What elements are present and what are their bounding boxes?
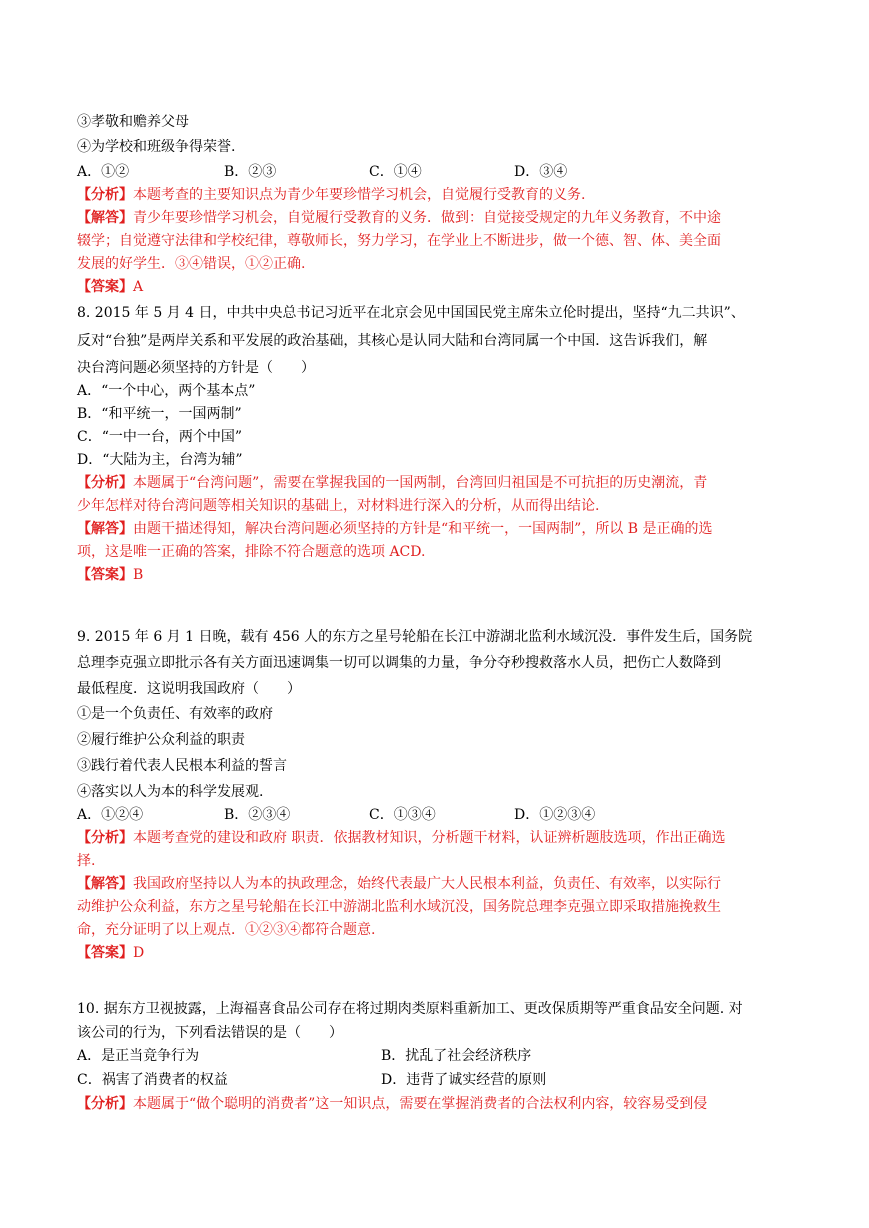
- q7-solution-line-3: 发展的好学生．③④错误，①②正确.: [77, 256, 306, 272]
- q10-option-a: A．是正当竞争行为: [77, 1048, 200, 1064]
- q8-stem-line-2: 反对“台独”是两岸关系和平发展的政治基础，其核心是认同大陆和台湾同属一个中国．这告诉我们，解: [77, 333, 708, 349]
- q8-solution-line-2: 项，这是唯一正确的答案，排除不符合题意的选项 ACD.: [77, 544, 426, 560]
- q8-option-b: B．“和平统一，一国两制”: [77, 406, 242, 422]
- q9-option-b: B．②③④: [224, 807, 291, 823]
- analysis-tag: 【分析】: [77, 1096, 133, 1112]
- q8-stem-line-3: 决台湾问题必须坚持的方针是（ ）: [77, 360, 315, 376]
- q7-option-c: C．①④: [369, 164, 422, 180]
- answer-text: D: [133, 945, 145, 961]
- q9-analysis-line-1: [77, 829, 725, 847]
- q10-stem-line-2: 该公司的行为，下列看法错误的是（ ）: [77, 1025, 343, 1041]
- q10-option-c: C．祸害了消费者的权益: [77, 1072, 228, 1088]
- q7-option-d: D．③④: [514, 164, 568, 180]
- q9-option-a: A．①②④: [77, 807, 144, 823]
- q7-option-b: B．②③: [224, 164, 277, 180]
- q9-answer: [77, 944, 144, 962]
- q9-option-d: D．①②③④: [514, 807, 596, 823]
- q10-option-b: B．扰乱了社会经济秩序: [381, 1048, 532, 1064]
- analysis-text: 本题属于“做个聪明的消费者”这一知识点，需要在掌握消费者的合法权利内容，较容易受到侵: [133, 1096, 708, 1112]
- q9-stem-line-2: 总理李克强立即批示各有关方面迅速调集一切可以调集的力量，争分夺秒搜救落水人员，把伤亡人数降到: [77, 655, 721, 671]
- q8-analysis-line-1: [77, 474, 707, 492]
- q9-solution-line-3: 命，充分证明了以上观点．①②③④都符合题意.: [77, 922, 376, 938]
- q9-item-2: ②履行维护公众利益的职责: [77, 732, 245, 748]
- solution-text: 由题干描述得知，解决台湾问题必须坚持的方针是“和平统一，一国两制”，所以 B 是正确的选: [133, 521, 713, 537]
- q9-option-c: C．①③④: [369, 807, 436, 823]
- q9-solution-line-1: [77, 875, 721, 893]
- q7-option-a: A．①②: [77, 164, 130, 180]
- q8-stem-line-1: 8. 2015 年 5 月 4 日，中共中央总书记习近平在北京会见中国国民党主席朱立伦时提出，坚持“九二共识”、: [77, 305, 745, 321]
- q10-stem-line-1: 10. 据东方卫视披露，上海福喜食品公司存在将过期肉类原料重新加工、更改保质期等严重食品安全问题. 对: [77, 1001, 743, 1017]
- q9-stem-line-1: 9. 2015 年 6 月 1 日晚，载有 456 人的东方之星号轮船在长江中游湖北监利水域沉没．事件发生后，国务院: [77, 629, 753, 645]
- q9-analysis-line-2: 择.: [77, 853, 96, 869]
- analysis-text: 本题考查党的建设和政府 职责．依据教材知识，分析题干材料，认证辨析题肢选项，作出正确选: [133, 830, 726, 846]
- q9-item-4: ④落实以人为本的科学发展观.: [77, 784, 264, 800]
- q7-item-3: ③孝敬和赡养父母: [77, 114, 189, 130]
- answer-text: B: [133, 567, 144, 583]
- q9-solution-line-2: 动维护公众利益，东方之星号轮船在长江中游湖北监利水域沉没，国务院总理李克强立即采取措施挽救生: [77, 899, 721, 915]
- solution-tag: 【解答】: [77, 210, 133, 226]
- q8-option-d: D．“大陆为主，台湾为辅”: [77, 452, 243, 468]
- q7-solution-line-2: 辍学；自觉遵守法律和学校纪律，尊敬师长，努力学习，在学业上不断进步，做一个德、智、体、美全面: [77, 233, 721, 249]
- solution-tag: 【解答】: [77, 876, 133, 892]
- q8-analysis-line-2: 少年怎样对待台湾问题等相关知识的基础上，对材料进行深入的分析，从而得出结论.: [77, 498, 600, 514]
- solution-tag: 【解答】: [77, 521, 133, 537]
- q8-option-c: C．“一中一台，两个中国”: [77, 429, 243, 445]
- answer-tag: 【答案】: [77, 945, 133, 961]
- q7-item-4: ④为学校和班级争得荣誉.: [77, 139, 236, 155]
- analysis-tag: 【分析】: [77, 187, 133, 203]
- answer-tag: 【答案】: [77, 567, 133, 583]
- analysis-tag: 【分析】: [77, 475, 133, 491]
- q8-solution-line-1: [77, 520, 713, 538]
- q8-answer: [77, 566, 143, 584]
- solution-text: 青少年要珍惜学习机会，自觉履行受教育的义务．做到：自觉接受规定的九年义务教育，不中途: [133, 210, 721, 226]
- q7-answer: [77, 278, 143, 296]
- analysis-text: 本题考查的主要知识点为青少年要珍惜学习机会，自觉履行受教育的义务.: [133, 187, 586, 203]
- answer-tag: 【答案】: [77, 279, 133, 295]
- q7-analysis: [77, 186, 585, 204]
- q9-item-3: ③践行着代表人民根本利益的誓言: [77, 758, 287, 774]
- q9-item-1: ①是一个负责任、有效率的政府: [77, 706, 273, 722]
- solution-text: 我国政府坚持以人为本的执政理念，始终代表最广大人民根本利益，负责任、有效率，以实际行: [133, 876, 721, 892]
- q9-stem-line-3: 最低程度．这说明我国政府（ ）: [77, 681, 301, 697]
- q7-solution-line-1: [77, 209, 721, 227]
- q10-option-d: D．违背了诚实经营的原则: [381, 1072, 547, 1088]
- analysis-text: 本题属于“台湾问题”，需要在掌握我国的一国两制，台湾回归祖国是不可抗拒的历史潮流，青: [133, 475, 708, 491]
- q8-option-a: A．“一个中心，两个基本点”: [77, 383, 256, 399]
- answer-text: A: [133, 279, 144, 295]
- analysis-tag: 【分析】: [77, 830, 133, 846]
- q10-analysis: [77, 1095, 707, 1113]
